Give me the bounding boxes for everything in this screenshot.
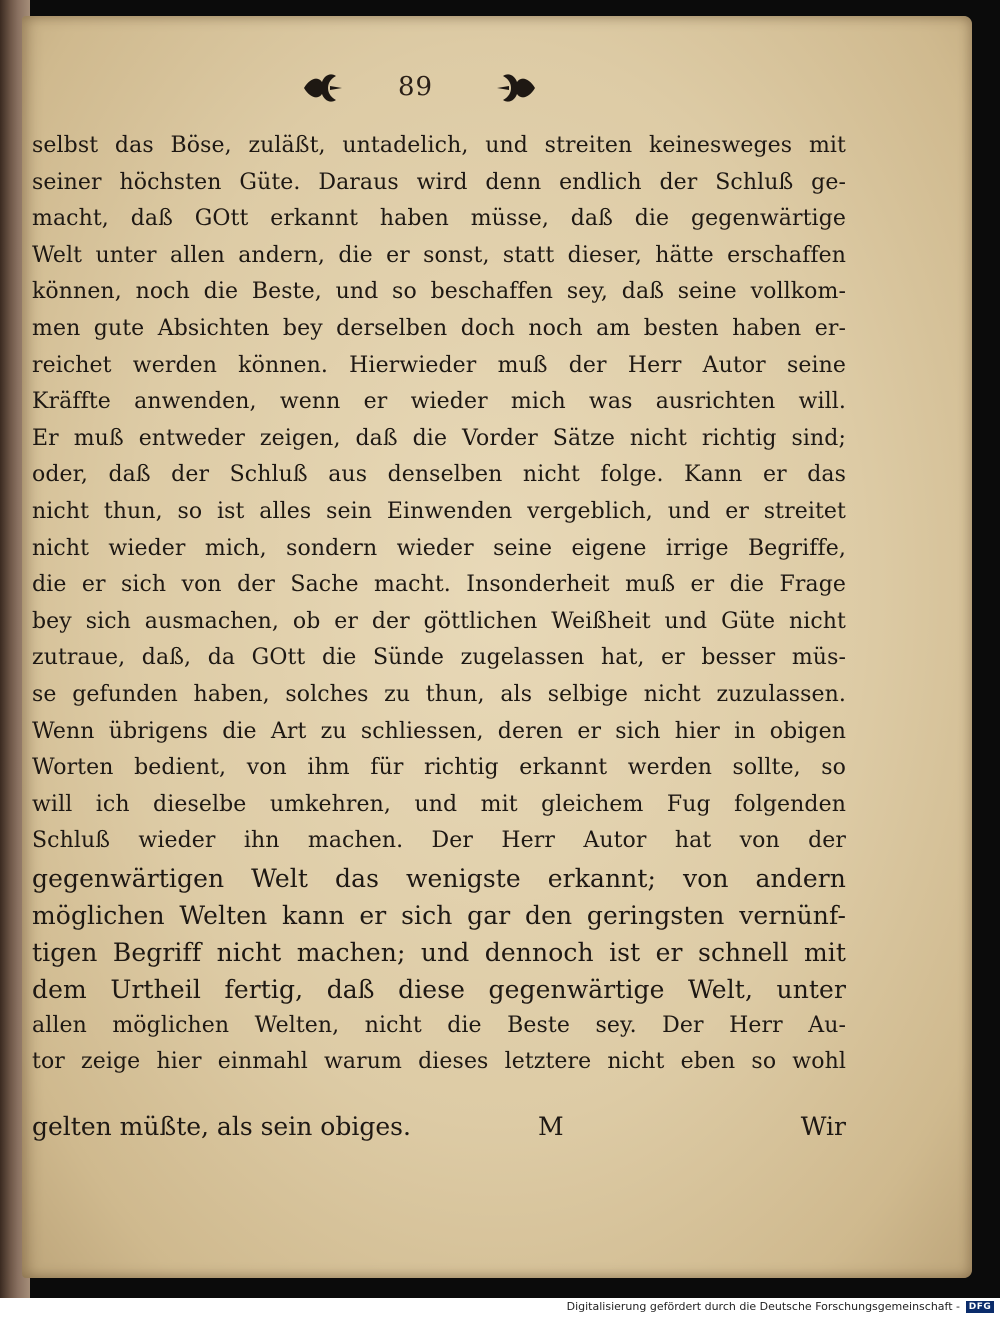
page-number: 89 [398,72,434,102]
last-text-line: gelten müßte, als sein obiges. [32,1112,411,1141]
text-line: oder, daß der Schluß aus denselben nicht folge. Kann er das [32,462,846,488]
text-line: tor zeige hier einmahl warum dieses letztere nicht eben so wohl [32,1049,846,1075]
dfg-logo: DFG [966,1301,994,1313]
body-text [32,128,846,1081]
text-line: bey sich ausmachen, ob er der göttlichen Weißheit und Güte nicht [32,608,846,634]
text-line: tigen Begriff nicht machen; und dennoch ist er schnell mit [32,937,846,967]
text-line: möglichen Welten kann er sich gar den geringsten vernünf- [32,900,846,930]
page-header [270,66,570,116]
text-line: selbst das Böse, zuläßt, untadelich, und streiten keinesweges mit [32,133,846,158]
text-line: können, noch die Beste, und so beschaffen sey, daß seine vollkom- [32,279,846,305]
fleuron-right-icon [495,66,539,110]
text-line: will ich dieselbe umkehren, und mit gleichem Fug folgenden [32,791,846,817]
text-line: nicht wieder mich, sondern wieder seine eigene irrige Begriffe, [32,535,846,561]
last-line [32,1108,846,1148]
text-line: reichet werden können. Hierwieder muß der Herr Autor seine [32,352,846,378]
text-line: Welt unter allen andern, die er sonst, statt dieser, hätte erschaffen [32,242,846,268]
digitization-footer [0,1298,1000,1317]
text-line: allen möglichen Welten, nicht die Beste sey. Der Herr Au- [32,1012,846,1038]
text-line: Schluß wieder ihn machen. Der Herr Autor hat von der [32,828,846,854]
text-line: Wenn übrigens die Art zu schliessen, deren er sich hier in obigen [32,718,846,744]
text-line: macht, daß GOtt erkannt haben müsse, daß die gegenwärtige [32,206,846,232]
footer-credit: Digitalisierung gefördert durch die Deutsche Forschungsgemeinschaft - [566,1300,960,1313]
text-line: Worten bedient, von ihm für richtig erkannt werden sollte, so [32,755,846,781]
text-line: Er muß entweder zeigen, daß die Vorder Sätze nicht richtig sind; [32,425,846,451]
text-line: men gute Absichten bey derselben doch noch am besten haben er- [32,315,846,341]
text-line: dem Urtheil fertig, daß diese gegenwärtige Welt, unter [32,974,846,1004]
text-line: se gefunden haben, solches zu thun, als selbige nicht zuzulassen. [32,681,846,707]
signature-mark: M [538,1112,564,1141]
text-line: gegenwärtigen Welt das wenigste erkannt; von andern [32,863,846,893]
text-line: zutraue, daß, da GOtt die Sünde zugelassen hat, er besser müs- [32,645,846,671]
catchword: Wir [800,1112,846,1141]
text-line: die er sich von der Sache macht. Insonderheit muß er die Frage [32,572,846,598]
text-line: seiner höchsten Güte. Daraus wird denn endlich der Schluß ge- [32,169,846,195]
fleuron-left-icon [300,66,344,110]
text-line: nicht thun, so ist alles sein Einwenden vergeblich, und er streitet [32,498,846,524]
text-line: Kräffte anwenden, wenn er wieder mich was ausrichten will. [32,389,846,415]
